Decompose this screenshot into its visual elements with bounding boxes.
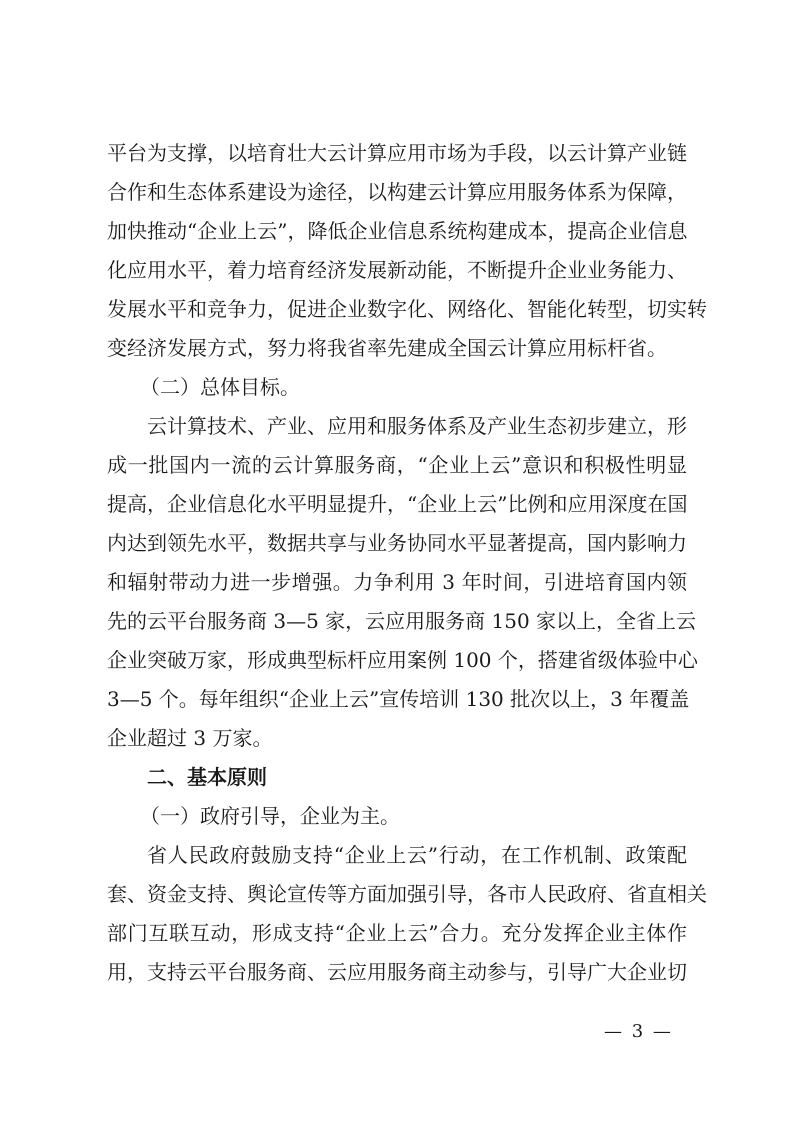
- paragraph-goal-line-6: 先的云平台服务商 3—5 家，云应用服务商 150 家以上，全省上云: [107, 609, 697, 633]
- paragraph-principle-line-3: 部门互联互动，形成支持“企业上云”合力。充分发挥企业主体作: [107, 921, 687, 945]
- paragraph-intro-line-4: 化应用水平，着力培育经济发展新动能，不断提升企业业务能力、: [107, 258, 687, 282]
- paragraph-intro-line-1: 平台为支撑，以培育壮大云计算应用市场为手段，以云计算产业链: [107, 141, 687, 165]
- subheading-government-guide: （一）政府引导，企业为主。: [140, 804, 400, 828]
- paragraph-intro-line-5: 发展水平和竞争力，促进企业数字化、网络化、智能化转型，切实转: [107, 297, 707, 321]
- paragraph-goal-line-1: 云计算技术、产业、应用和服务体系及产业生态初步建立，形: [147, 414, 687, 438]
- paragraph-goal-line-5: 和辐射带动力进一步增强。力争利用 3 年时间，引进培育国内领: [107, 570, 687, 594]
- paragraph-principle-line-1: 省人民政府鼓励支持“企业上云”行动，在工作机制、政策配: [147, 843, 687, 867]
- paragraph-intro-line-6: 变经济发展方式，努力将我省率先建成全国云计算应用标杆省。: [107, 336, 667, 360]
- paragraph-principle-line-4: 用，支持云平台服务商、云应用服务商主动参与，引导广大企业切: [107, 960, 687, 984]
- page-number: — 3 —: [604, 1021, 673, 1042]
- paragraph-goal-line-2: 成一批国内一流的云计算服务商，“企业上云”意识和积极性明显: [107, 453, 687, 477]
- paragraph-goal-line-7: 企业突破万家，形成典型标杆应用案例 100 个，搭建省级体验中心: [107, 648, 698, 672]
- paragraph-goal-line-9: 企业超过 3 万家。: [107, 726, 273, 750]
- paragraph-goal-line-4: 内达到领先水平，数据共享与业务协同水平显著提高，国内影响力: [107, 531, 687, 555]
- section-heading-basic-principles: 二、基本原则: [147, 765, 267, 789]
- paragraph-intro-line-3: 加快推动“企业上云”，降低企业信息系统构建成本，提高企业信息: [107, 219, 688, 243]
- paragraph-principle-line-2: 套、资金支持、舆论宣传等方面加强引导，各市人民政府、省直相关: [107, 882, 707, 906]
- subheading-overall-goal: （二）总体目标。: [140, 375, 300, 399]
- paragraph-goal-line-3: 提高，企业信息化水平明显提升，“企业上云”比例和应用深度在国: [107, 492, 688, 516]
- paragraph-goal-line-8: 3—5 个。每年组织“企业上云”宣传培训 130 批次以上，3 年覆盖: [107, 687, 690, 711]
- paragraph-intro-line-2: 合作和生态体系建设为途径，以构建云计算应用服务体系为保障，: [107, 180, 687, 204]
